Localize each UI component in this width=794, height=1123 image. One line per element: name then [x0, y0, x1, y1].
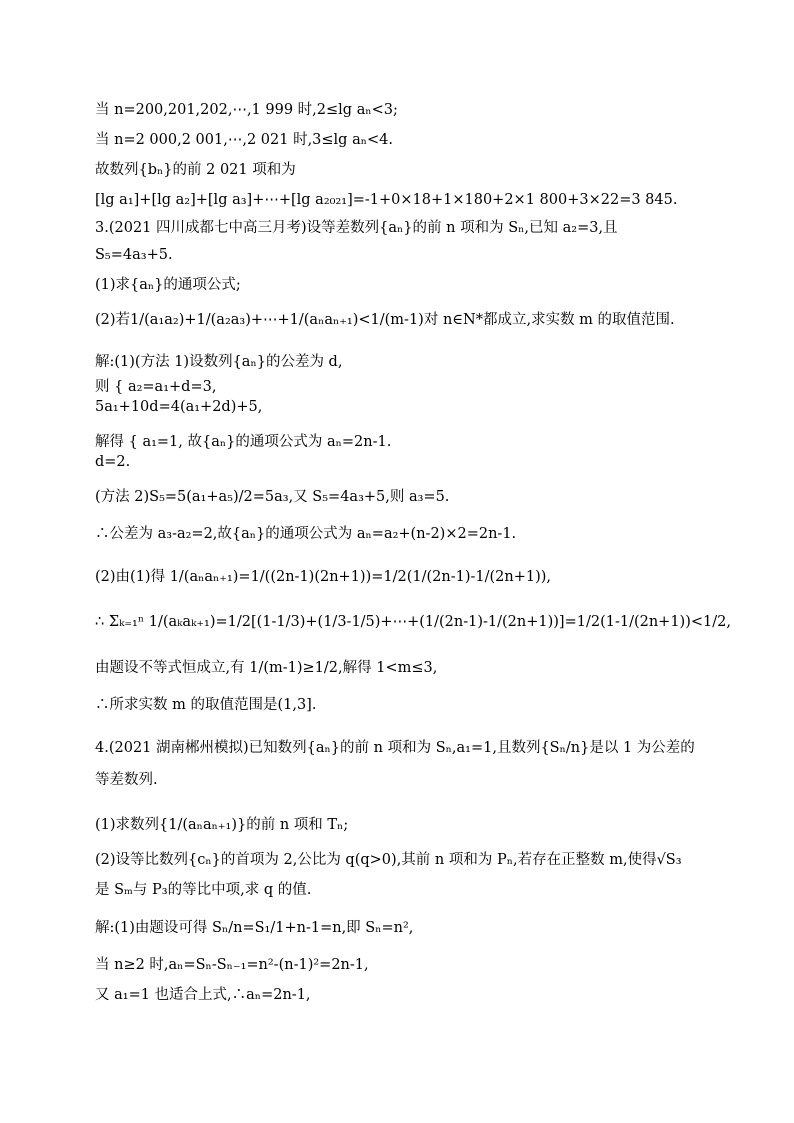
- system-line-1: 则 { a₂=a₁+d=3,: [95, 379, 217, 395]
- problem-4-heading: 4.(2021 湖南郴州模拟)已知数列{aₙ}的前 n 项和为 Sₙ,a₁=1,且数列{Sₙ/n}是以 1 为公差的: [95, 740, 695, 756]
- common-difference-line: ∴公差为 a₃-a₂=2,故{aₙ}的通项公式为 aₙ=a₂+(n-2)×2=2n-1.: [95, 526, 517, 542]
- line-4: [lg a₁]+[lg a₂]+[lg a₃]+⋯+[lg a₂₀₂₁]=-1+0×18+1×180+2×1 800+3×22=3 845.: [95, 192, 678, 208]
- solution-4-line-3: 又 a₁=1 也适合上式,∴aₙ=2n-1,: [95, 987, 311, 1003]
- problem-4-part-1: (1)求数列{1/(aₙaₙ₊₁)}的前 n 项和 Tₙ;: [95, 817, 349, 833]
- line-6: S₅=4a₃+5.: [95, 247, 173, 263]
- summation-line: ∴ Σₖ₌₁ⁿ 1/(aₖaₖ₊₁)=1/2[(1-1/3)+(1/3-1/5)+⋯+(1/(2n-1)-1/(2n+1))]=1/2(1-1/(2n+1))<1/2,: [95, 614, 731, 630]
- part-2-derivation: (2)由(1)得 1/(aₙaₙ₊₁)=1/((2n-1)(2n+1))=1/2(1/(2n-1)-1/(2n+1)),: [95, 569, 552, 585]
- problem-3-part-2: (2)若1/(a₁a₂)+1/(a₂a₃)+⋯+1/(aₙaₙ₊₁)<1/(m-1)对 n∈N*都成立,求实数 m 的取值范围.: [95, 312, 675, 328]
- line-3: 故数列{bₙ}的前 2 021 项和为: [95, 162, 296, 178]
- solution-3-start: 解:(1)(方法 1)设数列{aₙ}的公差为 d,: [95, 354, 343, 370]
- solution-4-line-2: 当 n≥2 时,aₙ=Sₙ-Sₙ₋₁=n²-(n-1)²=2n-1,: [95, 957, 369, 973]
- solution-4-start: 解:(1)由题设可得 Sₙ/n=S₁/1+n-1=n,即 Sₙ=n²,: [95, 920, 414, 936]
- answer-line: ∴所求实数 m 的取值范围是(1,3].: [95, 697, 317, 713]
- inequality-line: 由题设不等式恒成立,有 1/(m-1)≥1/2,解得 1<m≤3,: [95, 660, 438, 676]
- system-line-2: 5a₁+10d=4(a₁+2d)+5,: [95, 399, 263, 415]
- problem-4-line-2: 等差数列.: [95, 772, 158, 788]
- problem-4-part-2: (2)设等比数列{cₙ}的首项为 2,公比为 q(q>0),其前 n 项和为 Pₙ,若存在正整数 m,使得√S₃: [95, 852, 682, 868]
- problem-3-heading: 3.(2021 四川成都七中高三月考)设等差数列{aₙ}的前 n 项和为 Sₙ,已知 a₂=3,且: [95, 220, 618, 236]
- solve-line-2: d=2.: [95, 454, 131, 470]
- problem-3-part-1: (1)求{aₙ}的通项公式;: [95, 277, 241, 293]
- line-1: 当 n=200,201,202,⋯,1 999 时,2≤lg aₙ<3;: [95, 102, 398, 118]
- problem-4-part-2-cont: 是 Sₘ与 P₃的等比中项,求 q 的值.: [95, 882, 312, 898]
- line-2: 当 n=2 000,2 001,⋯,2 021 时,3≤lg aₙ<4.: [95, 132, 393, 148]
- method-2-line: (方法 2)S₅=5(a₁+a₅)/2=5a₃,又 S₅=4a₃+5,则 a₃=5.: [95, 489, 450, 505]
- solve-line-1: 解得 { a₁=1, 故{aₙ}的通项公式为 aₙ=2n-1.: [95, 434, 392, 450]
